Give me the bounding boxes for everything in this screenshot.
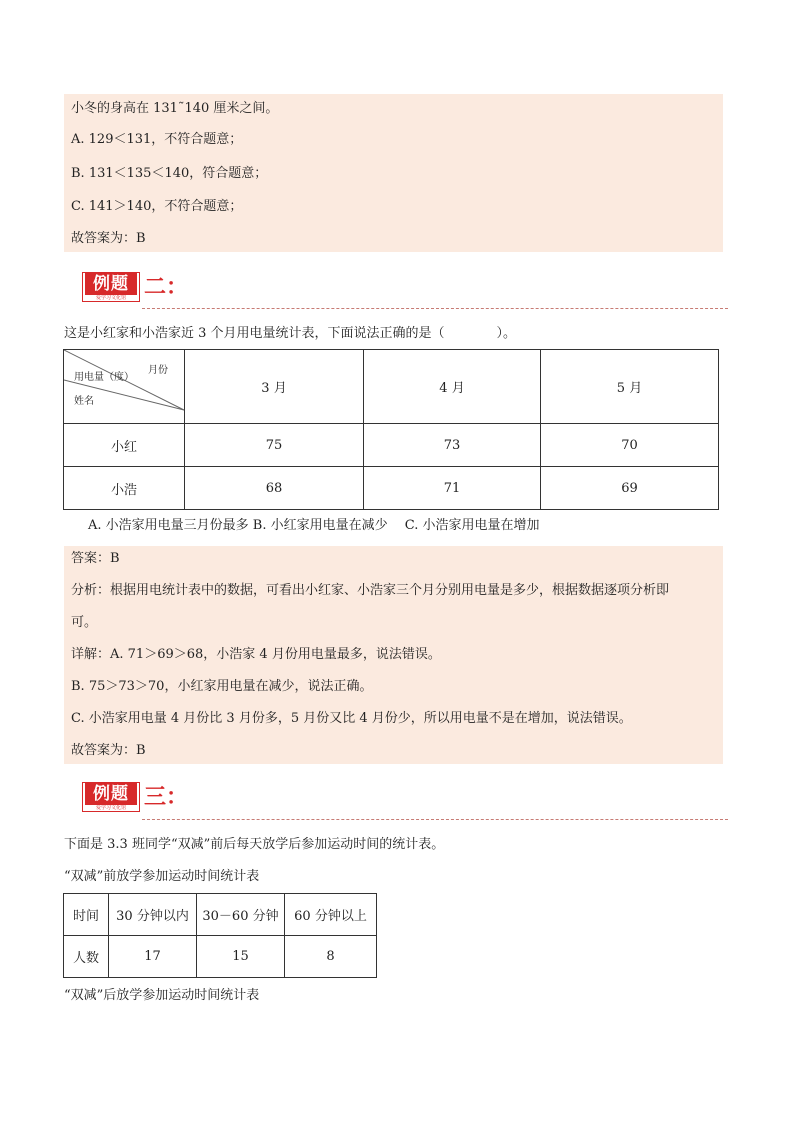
table-row [64, 424, 719, 467]
column-header: 5 月 [541, 350, 719, 424]
answer-2-line-7: 故答案为：B [71, 743, 146, 758]
example-3-badge [82, 782, 202, 814]
answer-2-line-5: B. 75＞73＞70，小红家用电量在减少，说法正确。 [71, 679, 373, 694]
table-header-cell: 60 分钟以上 [285, 894, 377, 936]
table-cell: 73 [364, 424, 541, 467]
answer-2-line-3: 可。 [71, 615, 98, 630]
table-header-cell: 30 分钟以内 [109, 894, 197, 936]
header-usage-label: 用电量（度） [74, 372, 134, 383]
example-2-badge [82, 272, 202, 304]
divider-line [142, 819, 728, 820]
diagonal-lines [64, 350, 185, 424]
row-name: 小红 [64, 424, 185, 467]
answer-2-line-4: 详解：A. 71＞69＞68，小浩家 4 月份用电量最多，说法错误。 [71, 647, 441, 662]
answer-1-line-5: 故答案为：B [71, 231, 146, 246]
row-name: 小浩 [64, 467, 185, 510]
table-cell: 17 [109, 936, 197, 978]
table-row [64, 936, 377, 978]
column-header: 4 月 [364, 350, 541, 424]
table-cell: 人数 [64, 936, 109, 978]
answer-1-line-1: 小冬的身高在 131˜140 厘米之间。 [71, 101, 279, 116]
answer-2-line-1: 答案：B [71, 551, 120, 566]
table-cell: 70 [541, 424, 719, 467]
column-header: 3 月 [185, 350, 364, 424]
example-2-question: 这是小红家和小浩家近 3 个月用电量统计表，下面说法正确的是（ ）。 [64, 326, 517, 341]
electricity-table [63, 349, 719, 510]
table-1-title: “双减”前放学参加运动时间统计表 [64, 869, 260, 884]
table-row [64, 467, 719, 510]
answer-2-line-6: C. 小浩家用电量 4 月份比 3 月份多，5 月份又比 4 月份少，所以用电量不是在增加，说法错误。 [71, 711, 632, 726]
table-header-cell: 时间 [64, 894, 109, 936]
divider-line [142, 308, 728, 309]
table-cell: 15 [197, 936, 285, 978]
example-logo-subtext: 爱学习文化馆 [95, 295, 126, 301]
table-cell: 75 [185, 424, 364, 467]
table-cell: 69 [541, 467, 719, 510]
table-cell: 8 [285, 936, 377, 978]
answer-1-line-3: B. 131＜135＜140，符合题意； [71, 166, 268, 181]
example-3-number: 三： [144, 785, 189, 810]
example-logo [82, 272, 140, 302]
example-logo-text: 例题 [85, 273, 137, 295]
table-2-title: “双减”后放学参加运动时间统计表 [64, 988, 260, 1003]
example-logo-subtext: 爱学习文化馆 [95, 805, 126, 811]
example-2-options: A. 小浩家用电量三月份最多 B. 小红家用电量在减少 C. 小浩家用电量在增加 [88, 518, 540, 533]
header-month-label: 月份 [148, 365, 168, 376]
table-cell: 68 [185, 467, 364, 510]
example-2-number: 二： [144, 275, 189, 300]
table-header-row [64, 894, 377, 936]
answer-1-line-2: A. 129＜131，不符合题意； [71, 132, 243, 147]
header-name-label: 姓名 [74, 396, 94, 407]
exercise-time-table [63, 893, 377, 978]
table-header-cell: 30－60 分钟 [197, 894, 285, 936]
example-logo-text: 例题 [85, 783, 137, 805]
answer-1-line-4: C. 141＞140，不符合题意； [71, 199, 243, 214]
answer-2-line-2: 分析：根据用电统计表中的数据，可看出小红家、小浩家三个月分别用电量是多少，根据数据逐项分析即 [71, 583, 670, 598]
example-3-question: 下面是 3.3 班同学“双减”前后每天放学后参加运动时间的统计表。 [64, 837, 445, 852]
table-diagonal-header [64, 350, 185, 424]
table-cell: 71 [364, 467, 541, 510]
example-logo [82, 782, 140, 812]
